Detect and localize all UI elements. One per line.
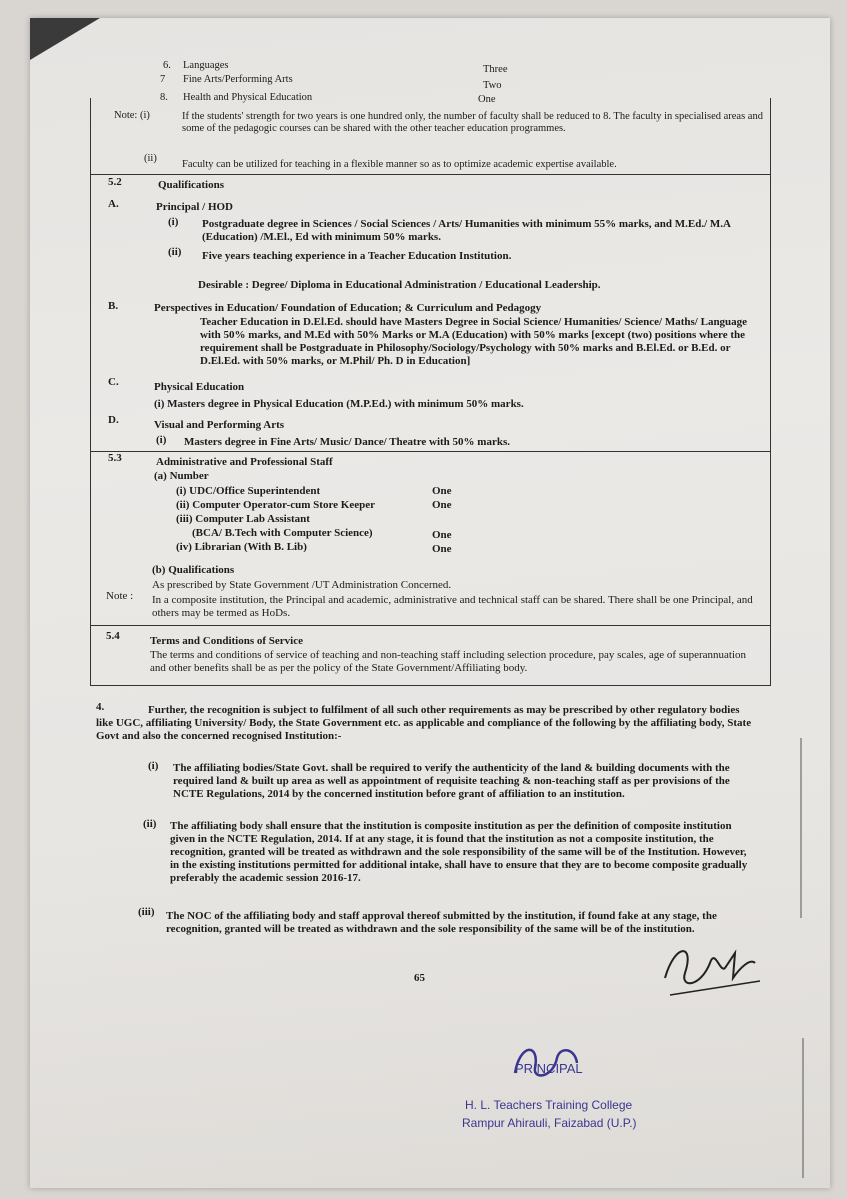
subsection-label: A. bbox=[108, 198, 119, 210]
list-item-count: Two bbox=[483, 80, 502, 91]
table-row-divider bbox=[90, 451, 771, 452]
table-row-divider bbox=[90, 625, 771, 626]
teacher-education-qualification-text: Teacher Education in D.El.Ed. should have Masters Degree in Social Science/ Humanities/ Science/ Maths/ Language with 50% marks, and M.Ed with 50% Marks or M.A (Education) with 50% marks [except (two) positions where the requirement shall be Postgraduate in Philosophy/Sociology/Psychology with 50% marks and B.El.Ed. or B.Ed. or D.El.Ed. with 50% marks, or M.Phil/ Ph. D in Education] bbox=[200, 316, 748, 367]
item-label: (i) bbox=[168, 216, 179, 228]
list-item-label: (iii) bbox=[138, 906, 155, 918]
staff-item-label: (ii) Computer Operator-cum Store Keeper bbox=[176, 499, 375, 511]
subsection-title: (a) Number bbox=[154, 470, 209, 482]
terms-of-service-text: The terms and conditions of service of teaching and non-teaching staff including selection procedure, pay scales, age of superannuation and other benefits shall be as per the policy of the State Government/Affiliating body. bbox=[150, 649, 747, 674]
document-page bbox=[30, 18, 830, 1188]
section-number: 5.2 bbox=[108, 176, 122, 188]
staff-item-label: (BCA/ B.Tech with Computer Science) bbox=[192, 527, 373, 539]
section-title: Qualifications bbox=[158, 179, 225, 191]
subsection-label: C. bbox=[108, 376, 119, 388]
subsection-title: Perspectives in Education/ Foundation of Education; & Curriculum and Pedagogy bbox=[154, 302, 542, 314]
staff-item-count: One bbox=[432, 529, 452, 541]
list-item-label: (ii) bbox=[143, 818, 157, 830]
principal-experience-text: Five years teaching experience in a Teacher Education Institution. bbox=[202, 250, 512, 262]
section-title: Terms and Conditions of Service bbox=[150, 635, 303, 647]
list-item-label: (i) bbox=[148, 760, 159, 772]
note-i-text: If the students' strength for two years is one hundred only, the number of faculty shall be reduced to 8. The faculty in specialised areas and some of the pedagogic courses can be shared with the other teacher education programmes. bbox=[182, 111, 763, 134]
section-number: 5.4 bbox=[106, 630, 120, 642]
staff-item-label: (iv) Librarian (With B. Lib) bbox=[176, 541, 307, 553]
table-border-bottom bbox=[90, 685, 771, 686]
subsection-title: Principal / HOD bbox=[156, 201, 233, 213]
requirement-text: The affiliating bodies/State Govt. shall be required to verify the authenticity of the land & building documents with the required land & built up area as well as appointment of requisite teaching & non-teaching staff as per provisions of the NCTE Regulations, 2014 by the concerned institution before grant of affiliation to an institution. bbox=[173, 762, 730, 800]
scan-edge-mark bbox=[802, 1038, 804, 1178]
staff-item-count: One bbox=[432, 485, 452, 497]
table-border-right bbox=[770, 98, 771, 686]
table-border-left bbox=[90, 98, 91, 686]
note-ii-text: Faculty can be utilized for teaching in a flexible manner so as to optimize academic expertise available. bbox=[182, 159, 617, 170]
page-number: 65 bbox=[414, 972, 425, 984]
stamp-title: PRINCIPAL bbox=[515, 1061, 583, 1076]
staff-item-count: One bbox=[432, 499, 452, 511]
staff-item-label: (i) UDC/Office Superintendent bbox=[176, 485, 321, 497]
subsection-title: (b) Qualifications bbox=[152, 564, 235, 576]
staff-item-label: (iii) Computer Lab Assistant bbox=[176, 513, 310, 525]
section-number: 4. bbox=[96, 701, 105, 713]
requirement-text: The affiliating body shall ensure that the institution is composite institution as per the definition of composite institution given in the NCTE Regulation, 2014. If at any stage, it is found that the institution as not a composite institution, the recognition, granted will be treated as withdrawn and the sole responsibility of the same will be of the Institution. However, in the existing institutions permitted for additional intake, shall have to ensure that they are to become composite gradually preferably the academic session 2016-17. bbox=[170, 820, 748, 884]
subsection-title: Visual and Performing Arts bbox=[154, 419, 285, 431]
requirement-text: The NOC of the affiliating body and staff approval thereof submitted by the institution, if found fake at any stage, the recognition, granted will be treated as withdrawn and the sole responsibility of the same will be of the institution. bbox=[166, 910, 717, 935]
note-label: Note : bbox=[106, 590, 134, 602]
list-item-number: 7 bbox=[160, 74, 166, 85]
item-label: (i) bbox=[156, 434, 167, 446]
physical-education-qualification: (i) Masters degree in Physical Education (M.P.Ed.) with minimum 50% marks. bbox=[154, 398, 524, 410]
note-label: Note: (i) bbox=[114, 110, 150, 121]
section-title: Administrative and Professional Staff bbox=[156, 456, 333, 468]
list-item-count: Three bbox=[483, 64, 508, 75]
section-number: 5.3 bbox=[108, 452, 122, 464]
scan-edge-mark bbox=[800, 738, 802, 918]
principal-qualification-text: Postgraduate degree in Sciences / Social Sciences / Arts/ Humanities with minimum 55% marks, and M.Ed./ M.A (Education) /M.El., Ed with minimum 50% marks. bbox=[202, 218, 731, 243]
table-row-divider bbox=[90, 174, 771, 175]
list-item-subject: Languages bbox=[183, 60, 229, 71]
visual-arts-qualification: Masters degree in Fine Arts/ Music/ Dance/ Theatre with 50% marks. bbox=[184, 436, 510, 448]
recognition-intro-text: Further, the recognition is subject to fulfilment of all such other requirements as may be prescribed by other regulatory bodies like UGC, affiliating University/ Body, the State Government etc. as applicable and compliance of the following by the affiliating body, State Govt and also the concerned recognised Institution:- bbox=[96, 704, 752, 742]
list-item-number: 8. bbox=[160, 92, 168, 103]
composite-institution-note: In a composite institution, the Principal and academic, administrative and technical staff can be shared. There shall be one Principal, and others may be termed as HoDs. bbox=[152, 594, 753, 619]
subsection-label: D. bbox=[108, 414, 119, 426]
stamp-college-name: H. L. Teachers Training College bbox=[465, 1098, 633, 1112]
subsection-label: B. bbox=[108, 300, 119, 312]
staff-qualification-text: As prescribed by State Government /UT Administration Concerned. bbox=[152, 579, 452, 591]
list-item-subject: Health and Physical Education bbox=[183, 92, 313, 103]
subsection-title: Physical Education bbox=[154, 381, 245, 393]
stamp-address: Rampur Ahirauli, Faizabad (U.P.) bbox=[462, 1116, 637, 1130]
list-item-number: 6. bbox=[163, 60, 171, 71]
item-label: (ii) bbox=[168, 246, 182, 258]
staff-item-count: One bbox=[432, 543, 452, 555]
list-item-subject: Fine Arts/Performing Arts bbox=[183, 74, 293, 85]
desirable-text: Desirable : Degree/ Diploma in Educational Administration / Educational Leadership. bbox=[198, 279, 601, 291]
note-ii-label: (ii) bbox=[144, 153, 157, 164]
page-fold-shadow bbox=[30, 18, 100, 60]
list-item-count: One bbox=[478, 94, 496, 105]
handwritten-signature bbox=[655, 933, 765, 1003]
